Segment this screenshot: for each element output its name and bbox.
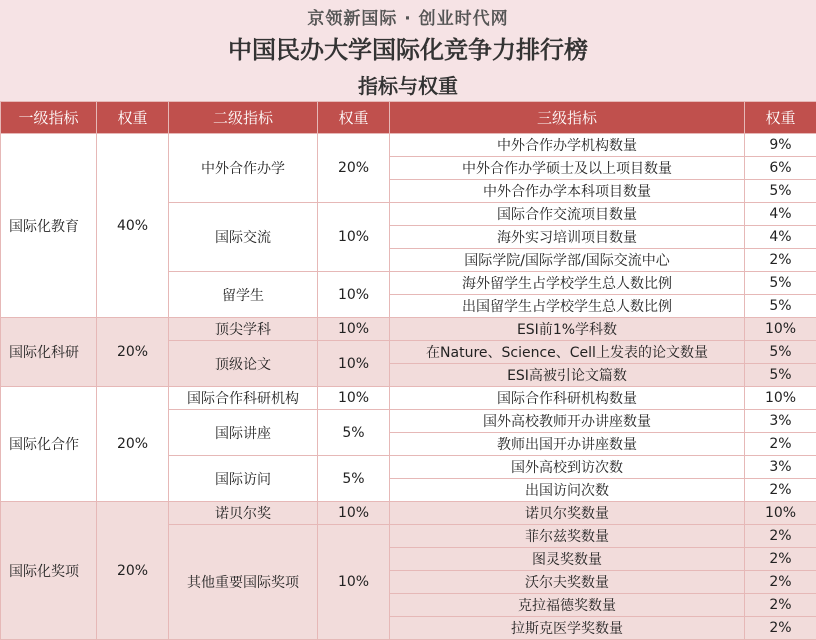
level2-name: 国际讲座: [169, 410, 318, 456]
level3-weight: 5%: [745, 295, 816, 318]
table-header-row: [1, 102, 816, 134]
level3-weight: 10%: [745, 502, 816, 525]
level2-weight: 10%: [318, 525, 390, 640]
level3-weight: 5%: [745, 272, 816, 295]
level3-weight: 5%: [745, 364, 816, 387]
level2-weight: 5%: [318, 456, 390, 502]
level3-name: ESI前1%学科数: [390, 318, 745, 341]
level2-weight: 20%: [318, 134, 390, 203]
level3-name: 中外合作办学机构数量: [390, 134, 745, 157]
level3-weight: 5%: [745, 180, 816, 203]
level1-weight: 40%: [97, 134, 169, 318]
header-level2: 二级指标: [169, 102, 318, 134]
level3-name: 国际合作科研机构数量: [390, 387, 745, 410]
level3-weight: 4%: [745, 203, 816, 226]
level2-name: 其他重要国际奖项: [169, 525, 318, 640]
level3-name: 图灵奖数量: [390, 548, 745, 571]
level3-name: 在Nature、Science、Cell上发表的论文数量: [390, 341, 745, 364]
page-subtitle: 京领新国际 · 创业时代网: [307, 9, 509, 29]
level3-name: 沃尔夫奖数量: [390, 571, 745, 594]
level1-name: 国际化奖项: [1, 502, 97, 640]
level2-name: 中外合作办学: [169, 134, 318, 203]
level2-name: 诺贝尔奖: [169, 502, 318, 525]
table-row: [1, 502, 816, 525]
level3-name: 出国留学生占学校学生总人数比例: [390, 295, 745, 318]
level2-weight: 5%: [318, 410, 390, 456]
level3-name: 中外合作办学本科项目数量: [390, 180, 745, 203]
indicator-table: [0, 101, 816, 640]
level3-name: ESI高被引论文篇数: [390, 364, 745, 387]
level3-name: 克拉福德奖数量: [390, 594, 745, 617]
level3-name: 诺贝尔奖数量: [390, 502, 745, 525]
level3-weight: 2%: [745, 525, 816, 548]
level3-weight: 6%: [745, 157, 816, 180]
level2-name: 国际访问: [169, 456, 318, 502]
level3-name: 出国访问次数: [390, 479, 745, 502]
level2-name: 留学生: [169, 272, 318, 318]
table-row: [1, 318, 816, 341]
level3-weight: 10%: [745, 387, 816, 410]
page-header: [0, 0, 816, 101]
header-weight1: 权重: [97, 102, 169, 134]
level1-name: 国际化合作: [1, 387, 97, 502]
header-level3: 三级指标: [390, 102, 745, 134]
level1-weight: 20%: [97, 502, 169, 640]
level3-name: 国外高校到访次数: [390, 456, 745, 479]
table-row: [1, 387, 816, 410]
level3-name: 海外实习培训项目数量: [390, 226, 745, 249]
level3-name: 中外合作办学硕士及以上项目数量: [390, 157, 745, 180]
level1-name: 国际化教育: [1, 134, 97, 318]
level3-weight: 2%: [745, 249, 816, 272]
table-row: [1, 134, 816, 157]
level1-name: 国际化科研: [1, 318, 97, 387]
level2-name: 国际交流: [169, 203, 318, 272]
level3-name: 拉斯克医学奖数量: [390, 617, 745, 640]
page-title: 中国民办大学国际化竞争力排行榜: [228, 36, 588, 64]
level3-weight: 2%: [745, 594, 816, 617]
level3-name: 国际学院/国际学部/国际交流中心: [390, 249, 745, 272]
level3-name: 国际合作交流项目数量: [390, 203, 745, 226]
level3-weight: 2%: [745, 548, 816, 571]
level3-name: 海外留学生占学校学生总人数比例: [390, 272, 745, 295]
level2-name: 国际合作科研机构: [169, 387, 318, 410]
level3-weight: 5%: [745, 341, 816, 364]
level2-weight: 10%: [318, 272, 390, 318]
level2-weight: 10%: [318, 203, 390, 272]
level3-weight: 9%: [745, 134, 816, 157]
section-heading: 指标与权重: [358, 74, 458, 98]
level3-weight: 2%: [745, 479, 816, 502]
level3-name: 教师出国开办讲座数量: [390, 433, 745, 456]
level2-weight: 10%: [318, 387, 390, 410]
level2-weight: 10%: [318, 318, 390, 341]
table-body: [1, 134, 816, 640]
level1-weight: 20%: [97, 318, 169, 387]
level3-weight: 2%: [745, 617, 816, 640]
level1-weight: 20%: [97, 387, 169, 502]
header-weight3: 权重: [745, 102, 816, 134]
level3-name: 国外高校教师开办讲座数量: [390, 410, 745, 433]
level3-name: 菲尔兹奖数量: [390, 525, 745, 548]
header-level1: 一级指标: [1, 102, 97, 134]
level3-weight: 2%: [745, 571, 816, 594]
level3-weight: 10%: [745, 318, 816, 341]
level3-weight: 4%: [745, 226, 816, 249]
header-weight2: 权重: [318, 102, 390, 134]
level2-name: 顶尖学科: [169, 318, 318, 341]
level2-name: 顶级论文: [169, 341, 318, 387]
level2-weight: 10%: [318, 502, 390, 525]
level2-weight: 10%: [318, 341, 390, 387]
level3-weight: 3%: [745, 456, 816, 479]
level3-weight: 3%: [745, 410, 816, 433]
level3-weight: 2%: [745, 433, 816, 456]
